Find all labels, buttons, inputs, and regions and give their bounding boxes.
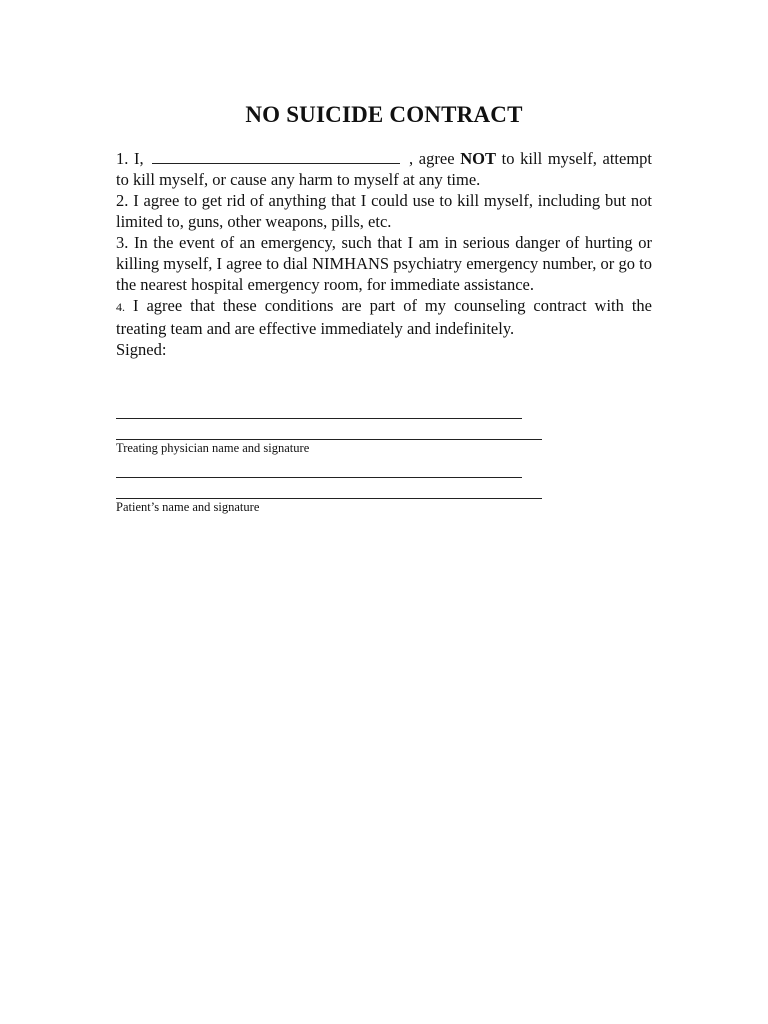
physician-caption: Treating physician name and signature: [116, 441, 310, 455]
clause-4-number: 4.: [116, 300, 125, 314]
clause-1-middle: , agree: [409, 149, 455, 168]
contract-body: [116, 148, 652, 360]
patient-signature-line: [116, 498, 542, 499]
clause-2: 2. I agree to get rid of anything that I could use to kill myself, including but not limited to, guns, other weapons, pills, etc.: [116, 191, 652, 231]
clause-3: 3. In the event of an emergency, such that I am in serious danger of hurting or killing myself, I agree to dial NIMHANS psychiatry emergency number, or go to the nearest hospital emergency room, for immediate assistance.: [116, 233, 652, 294]
name-blank-line: [152, 149, 400, 164]
clause-1-emphasis: NOT: [460, 149, 496, 168]
patient-caption: Patient’s name and signature: [116, 500, 260, 514]
clause-4-text: I agree that these conditions are part of my counseling contract with the treating team and are effective immediately and indefinitely.: [116, 296, 653, 338]
physician-signature-line: [116, 439, 542, 440]
clause-1-prefix: I,: [134, 149, 144, 168]
signed-label: Signed:: [116, 340, 167, 359]
clause-1-rest: to kill myself, attempt to kill myself, or cause any harm to myself at any time.: [116, 149, 653, 189]
patient-name-line: [116, 477, 522, 478]
document-title: NO SUICIDE CONTRACT: [245, 102, 523, 127]
clause-1-number: 1.: [116, 149, 129, 168]
clause-4: [116, 295, 652, 339]
clause-1: [116, 148, 652, 190]
physician-name-line: [116, 418, 522, 419]
